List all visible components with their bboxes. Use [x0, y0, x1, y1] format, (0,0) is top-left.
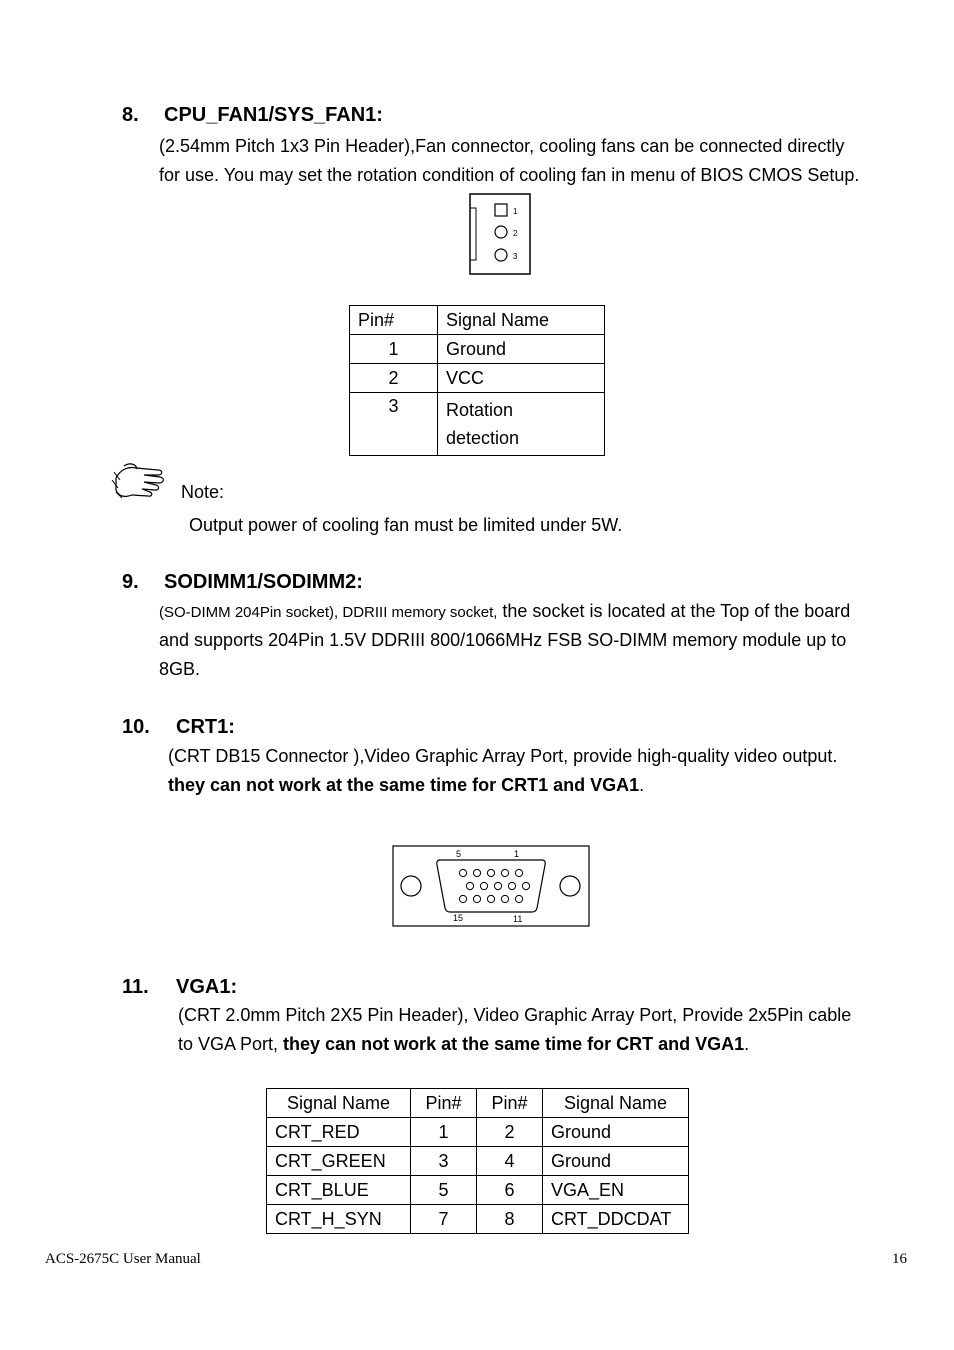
db15-pin-label: 1 — [514, 849, 520, 859]
footer-manual-title: ACS-2675C User Manual — [45, 1251, 201, 1267]
table-cell: CRT_H_SYN — [267, 1205, 411, 1234]
table-cell: VCC — [438, 364, 605, 393]
section-9-line-1 — [159, 597, 850, 627]
section-10-warning: they can not work at the same time for CRT1 and VGA1 — [168, 775, 640, 795]
table-cell: 1 — [350, 335, 438, 364]
section-8-line-1: (2.54mm Pitch 1x3 Pin Header),Fan connector, cooling fans can be connected directly — [159, 136, 845, 156]
section-8-number: 8. — [122, 104, 139, 126]
db15-pin-label: 5 — [456, 849, 462, 859]
table-header: Pin# — [350, 306, 438, 335]
section-9-line-1-rest: the socket is located at the Top of the board — [497, 601, 851, 621]
fan-pin-table — [349, 305, 605, 456]
table-cell: 3 — [350, 393, 438, 456]
table-cell: CRT_DDCDAT — [543, 1205, 689, 1234]
table-cell: 6 — [477, 1176, 543, 1205]
table-cell: Ground — [438, 335, 605, 364]
table-cell: 7 — [411, 1205, 477, 1234]
section-11-line-2-start: to VGA Port, — [178, 1034, 284, 1054]
vga-pin-table — [266, 1088, 689, 1234]
table-cell: 8 — [477, 1205, 543, 1234]
table-row — [350, 335, 605, 364]
table-cell: 2 — [477, 1118, 543, 1147]
section-10-line-1: (CRT DB15 Connector ),Video Graphic Array Port, provide high-quality video output. — [168, 746, 838, 766]
section-10-period: . — [639, 775, 645, 795]
table-cell: Ground — [543, 1147, 689, 1176]
table-cell — [438, 393, 605, 456]
table-cell-line: detection — [446, 428, 520, 448]
pointing-hand-icon — [110, 458, 168, 504]
table-row — [267, 1147, 689, 1176]
table-cell: Ground — [543, 1118, 689, 1147]
section-9-title: SODIMM1/SODIMM2: — [164, 571, 363, 593]
table-cell: 5 — [411, 1176, 477, 1205]
fan-pin-label: 3 — [513, 252, 518, 261]
db15-pin-label: 11 — [513, 914, 523, 924]
section-9-line-1-small: (SO-DIMM 204Pin socket), DDRIII memory socket, — [159, 604, 498, 621]
table-header: Pin# — [477, 1089, 543, 1118]
section-10-line-2 — [168, 771, 644, 800]
table-row — [267, 1176, 689, 1205]
section-10-number: 10. — [122, 716, 150, 738]
db15-pin-label: 15 — [453, 913, 464, 923]
note-label: Note: — [181, 482, 225, 502]
section-11-period: . — [744, 1034, 750, 1054]
table-cell: CRT_RED — [267, 1118, 411, 1147]
table-header: Signal Name — [543, 1089, 689, 1118]
table-cell: CRT_BLUE — [267, 1176, 411, 1205]
table-row — [267, 1118, 689, 1147]
table-header: Pin# — [411, 1089, 477, 1118]
section-11-title: VGA1: — [176, 976, 238, 998]
table-header: Signal Name — [267, 1089, 411, 1118]
section-8-line-2: for use. You may set the rotation condition of cooling fan in menu of BIOS CMOS Setup. — [159, 165, 860, 185]
section-11-line-2 — [178, 1030, 749, 1059]
section-8-title: CPU_FAN1/SYS_FAN1: — [164, 104, 383, 126]
fan-pin-label: 1 — [513, 207, 518, 216]
table-header: Signal Name — [438, 306, 605, 335]
table-cell: 2 — [350, 364, 438, 393]
table-row — [267, 1205, 689, 1234]
table-cell: 1 — [411, 1118, 477, 1147]
note-text: Output power of cooling fan must be limited under 5W. — [189, 515, 623, 535]
table-cell-line: Rotation — [446, 400, 514, 420]
table-cell: VGA_EN — [543, 1176, 689, 1205]
section-9-line-2: and supports 204Pin 1.5V DDRIII 800/1066MHz FSB SO-DIMM memory module up to — [159, 630, 847, 650]
fan-header-diagram — [466, 192, 534, 276]
table-cell: 4 — [477, 1147, 543, 1176]
section-11-line-1: (CRT 2.0mm Pitch 2X5 Pin Header), Video Graphic Array Port, Provide 2x5Pin cable — [178, 1005, 852, 1025]
footer-page-number: 16 — [892, 1251, 907, 1267]
section-10-title: CRT1: — [176, 716, 235, 738]
section-11-number: 11. — [122, 976, 149, 998]
table-row — [350, 393, 605, 456]
section-9-line-3: 8GB. — [159, 659, 201, 679]
section-9-number: 9. — [122, 571, 139, 593]
table-cell: 3 — [411, 1147, 477, 1176]
table-row — [350, 364, 605, 393]
table-cell: CRT_GREEN — [267, 1147, 411, 1176]
section-11-warning: they can not work at the same time for CRT and VGA1 — [283, 1034, 745, 1054]
db15-connector-diagram — [392, 845, 590, 927]
fan-pin-label: 2 — [513, 229, 518, 238]
